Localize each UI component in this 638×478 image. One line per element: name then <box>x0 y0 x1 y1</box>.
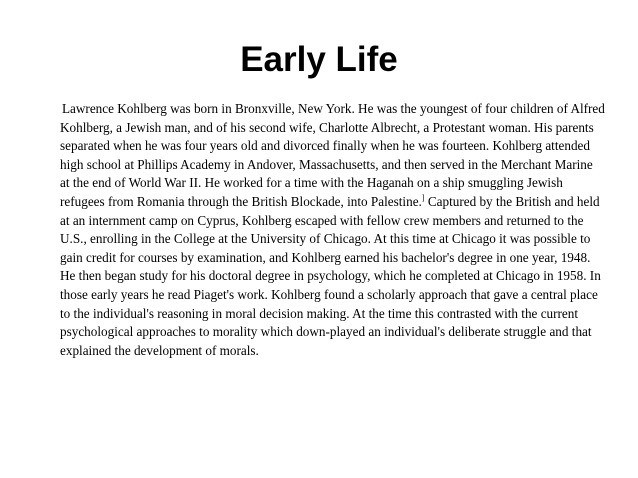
body-text-part-1: Lawrence Kohlberg was born in Bronxville, New York. He was the youngest of four children of Alfred Kohlberg, a Jewish man, and of his second wife, Charlotte Albrecht, a Protestant woman. His parents separated when he was four years old and divorced finally when he was fourteen. Kohlberg attended high school at Phillips Academy in Andover, Massachusetts, and then served in the Merchant Marine at the end of World War II. He worked for a time with the Haganah on a ship smuggling Jewish refugees from Romania through the British Blockade, into Palestine. <box>60 101 605 209</box>
footnote-mark: ] <box>421 193 425 203</box>
body-text-part-2: Captured by the British and held at an internment camp on Cyprus, Kohlberg escaped with fellow crew members and returned to the U.S., enrolling in the College at the University of Chicago. At this time at Chicago it was possible to gain credit for courses by examination, and Kohlberg earned his bachelor's degree in one year, 1948. He then began study for his doctoral degree in psychology, which he completed at Chicago in 1958. In those early years he read Piaget's work. Kohlberg found a scholarly approach that gave a central place to the individual's reasoning in moral decision making. At the time this contrasted with the current psychological approaches to morality which down-played an individual's deliberate struggle and that explained the development of morals. <box>60 193 601 358</box>
slide-body-text <box>60 100 605 360</box>
slide-title: Early Life <box>240 40 398 79</box>
